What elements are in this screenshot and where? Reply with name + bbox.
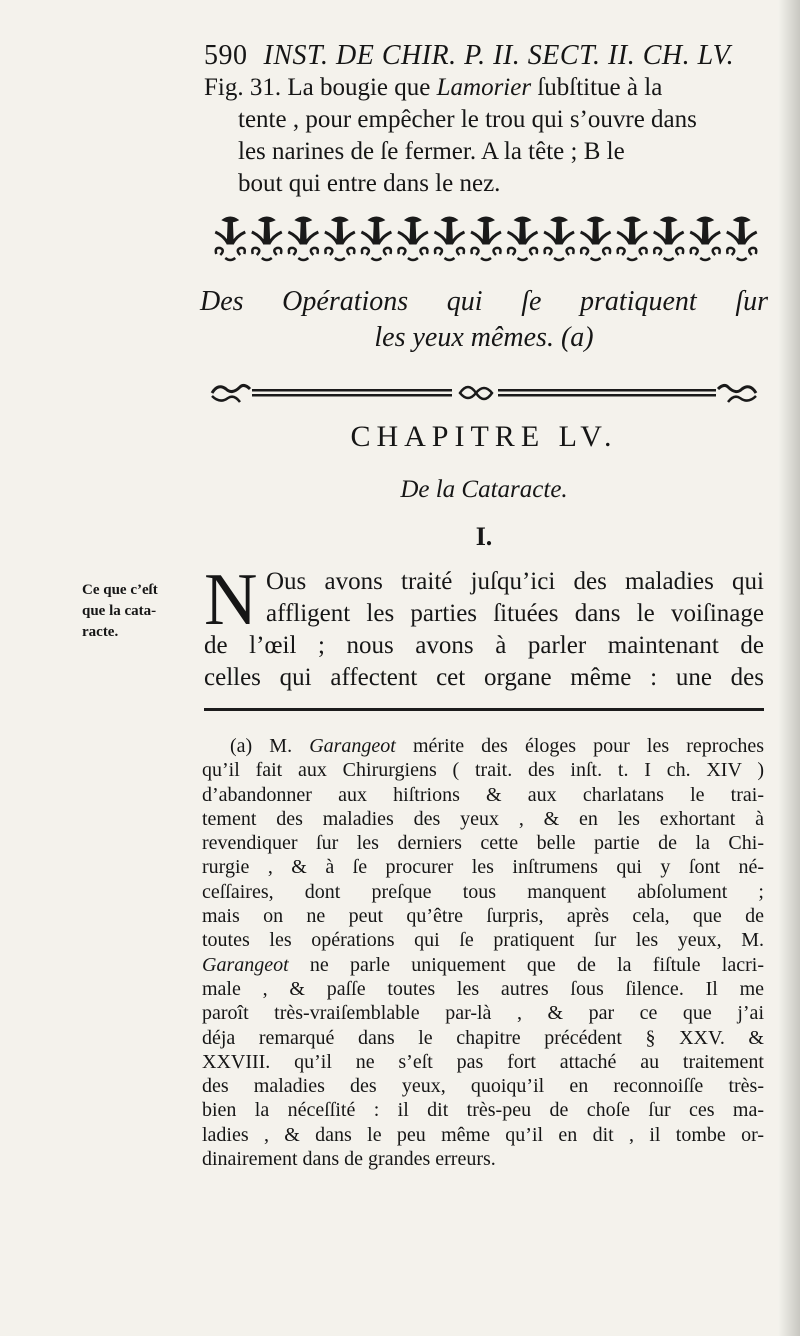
drop-cap: N	[204, 559, 258, 641]
page-edge-shadow	[778, 0, 800, 1336]
footnote-line: male , & paſſe toutes les autres ſous ſilence. Il me	[202, 977, 764, 1000]
caption-line: Fig. 31. La bougie que Lamorier ſubſtitue à la	[204, 74, 663, 101]
fleuron-glyph	[508, 217, 538, 260]
fleuron-glyph	[727, 217, 757, 260]
footnote-line: qu’il fait aux Chirurgiens ( trait. des inſt. t. I ch. XIV )	[202, 759, 764, 782]
body-line: Ous avons traité juſqu’ici des maladies qui	[266, 568, 764, 595]
fleuron-ornament-row	[212, 214, 760, 266]
footnote-line: d’abandonner aux hiſtrions & aux charlatans le trai-	[202, 783, 764, 806]
fleuron-glyph	[252, 217, 282, 260]
page-number: 590	[204, 40, 248, 71]
figure-caption	[204, 72, 764, 200]
section-number: I.	[475, 522, 493, 551]
footnote-line: ceſſaires, dont preſque tous manquent abſolument ;	[202, 880, 764, 903]
footnote-line: toutes les opérations qui ſe pratiquent ſur les yeux, M.	[202, 929, 764, 952]
footnote-line: des maladies des yeux, quoiqu’il en reconnoiſſe très-	[202, 1075, 764, 1098]
running-head	[204, 40, 764, 72]
footnote-line: (a) M. Garangeot mérite des éloges pour les reproches	[230, 735, 764, 757]
fleuron-glyph	[471, 217, 501, 260]
fleuron-glyph	[544, 217, 574, 260]
fleuron-glyph	[581, 217, 611, 260]
section-title-line: Des Opérations qui ſe pratiquent ſur	[200, 286, 768, 317]
fleuron-glyph	[617, 217, 647, 260]
section-title	[200, 284, 768, 356]
chapter-heading: CHAPITRE LV.	[350, 420, 618, 453]
fleuron-glyph	[361, 217, 391, 260]
fleuron-glyph	[325, 217, 355, 260]
body-line: de l’œil ; nous avons à parler maintenant de	[204, 632, 764, 659]
margin-note-line: que la cata-	[82, 603, 157, 619]
fleuron-glyph	[398, 217, 428, 260]
caption-line: tente , pour empêcher le trou qui s’ouvre dans	[238, 106, 697, 133]
footnote-line: ladies , & dans le peu même qu’il en dit , il tombe or-	[202, 1123, 764, 1146]
caption-line: les narines de ſe fermer. A la tête ; B le	[238, 138, 625, 165]
footnote-line: Garangeot ne parle uniquement que de la fiſtule lacri-	[202, 953, 764, 976]
footnote-line: revendiquer ſur les derniers cette belle partie de la Chi-	[202, 832, 764, 855]
fleuron-glyph	[434, 217, 464, 260]
footnote	[202, 734, 764, 1171]
running-head-title: INST. DE CHIR. P. II. SECT. II. CH. LV.	[263, 40, 735, 71]
body-line: celles qui affectent cet organe même : une des	[204, 664, 764, 691]
footnote-line: déja remarqué dans le chapitre précédent § XXV. &	[202, 1026, 764, 1049]
section-title-line: les yeux mêmes. (a)	[374, 322, 594, 353]
margin-note	[82, 580, 202, 643]
fleuron-glyph	[215, 217, 245, 260]
margin-note-line: Ce que c’eſt	[82, 582, 158, 598]
footnote-line: rurgie , & à ſe procurer les inſtrumens qui y ſont né-	[202, 856, 764, 879]
body-line: affligent les parties ſituées dans le voiſinage	[266, 600, 764, 627]
caption-line: bout qui entre dans le nez.	[238, 170, 501, 197]
body-paragraph	[204, 559, 764, 694]
fleuron-glyph	[690, 217, 720, 260]
footnote-line: XXVIII. qu’il ne s’eſt pas fort attaché au traitement	[202, 1050, 764, 1073]
fleuron-glyph	[654, 217, 684, 260]
fleuron-glyph	[288, 217, 318, 260]
footnote-line: dinairement dans de grandes erreurs.	[202, 1148, 496, 1171]
footnote-line: paroît très-vraiſemblable par-là , & par ce que j’ai	[202, 1002, 764, 1025]
footnote-line: mais on ne peut qu’être ſurpris, après cela, que de	[202, 905, 764, 928]
ornamental-rule	[208, 380, 760, 406]
footnote-line: bien la néceſſité : il dit très-peu de choſe ſur ces ma-	[202, 1099, 764, 1122]
footnote-divider	[204, 708, 764, 711]
margin-note-line: racte.	[82, 624, 119, 640]
chapter-subtitle: De la Cataracte.	[400, 476, 568, 503]
footnote-line: tement des maladies des yeux , & en les exhortant à	[202, 807, 764, 830]
